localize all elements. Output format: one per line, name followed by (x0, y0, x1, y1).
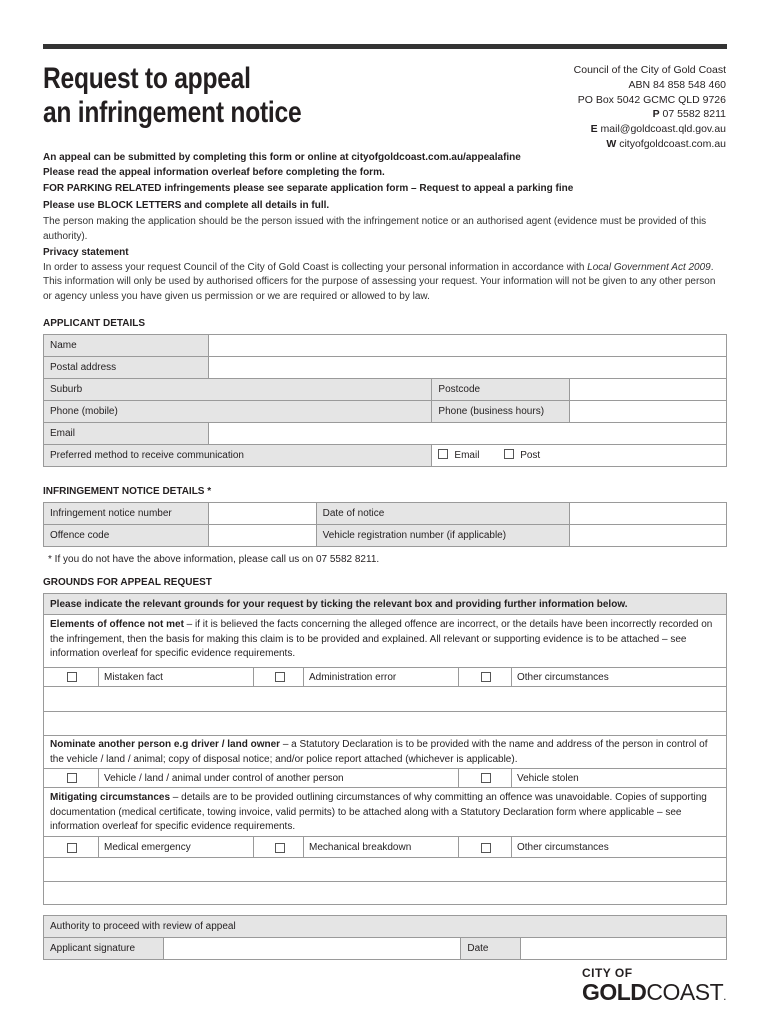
notice-number-field[interactable] (208, 503, 316, 525)
elements-options-row (43, 667, 727, 687)
table-row (44, 357, 727, 379)
vehicle-control-label: Vehicle / land / animal under control of another person (104, 773, 344, 784)
council-email: E mail@goldcoast.qld.gov.au (590, 123, 726, 136)
intro-line-1: An appeal can be submitted by completing this form or online at cityofgoldcoast.com.au/appealafine (43, 152, 521, 163)
authority-heading: Authority to proceed with review of appeal (44, 916, 727, 938)
mechanical-breakdown-label: Mechanical breakdown (309, 842, 412, 853)
table-row (44, 401, 727, 423)
logo-wordmark: GOLDCOAST. (581, 979, 726, 1005)
vehicle-rego-label: Vehicle registration number (if applicable) (316, 525, 570, 547)
table-row (44, 938, 727, 960)
table-row (44, 423, 727, 445)
preferred-method-options: Email Post (432, 445, 727, 467)
admin-error-checkbox[interactable] (275, 672, 285, 682)
privacy-heading: Privacy statement (43, 247, 129, 258)
intro-line-3: FOR PARKING RELATED infringements please see separate application form – Request to appeal a parking fine (43, 183, 574, 194)
divider (43, 711, 727, 712)
phone-business-label: Phone (business hours) (432, 401, 570, 423)
authority-table (43, 915, 727, 960)
nominate-options-row (43, 768, 727, 788)
table-row (44, 379, 727, 401)
email-checkbox[interactable] (438, 449, 448, 459)
table-row (44, 445, 727, 467)
mitigating-paragraph: Mitigating circumstances – details are to be provided outlining circumstances of why committing an offence was unavoidable. Copies of supporting documentation (medical certificate, towing invoice, valid permits) to be attached along with a Statutory Declaration form where applicable – see information overleaf for specific evidence requirements. (43, 788, 727, 836)
top-rule (43, 44, 727, 49)
phone-mobile-label: Phone (mobile) (44, 401, 432, 423)
grounds-heading: GROUNDS FOR APPEAL REQUEST (43, 577, 212, 588)
email-label: Email (44, 423, 209, 445)
vehicle-rego-field[interactable] (570, 525, 727, 547)
divider (43, 904, 727, 905)
table-row (44, 503, 727, 525)
infringement-table (43, 502, 727, 547)
council-phone: P 07 5582 8211 (652, 108, 726, 121)
other-circumstances-1-checkbox[interactable] (481, 672, 491, 682)
admin-error-label: Administration error (309, 672, 397, 683)
postal-address-label: Postal address (44, 357, 209, 379)
name-label: Name (44, 335, 209, 357)
applicant-heading: APPLICANT DETAILS (43, 318, 146, 329)
divider (43, 881, 727, 882)
privacy-text: In order to assess your request Council of the City of Gold Coast is collecting your personal information in accordance with Local Government Act 2009. This information will only be used by authorised officers for the purpose of assessing your request. Your information will not be given to any other person or agency unless you have given us permission or we are required or allowed to by law. (43, 261, 716, 302)
vehicle-stolen-label: Vehicle stolen (517, 773, 579, 784)
notice-number-label: Infringement notice number (44, 503, 209, 525)
postcode-field[interactable] (570, 379, 727, 401)
council-contact (574, 63, 726, 152)
mistaken-fact-checkbox[interactable] (67, 672, 77, 682)
intro-text (43, 151, 727, 304)
council-name: Council of the City of Gold Coast (573, 64, 726, 76)
offence-code-label: Offence code (44, 525, 209, 547)
phone-business-field[interactable] (570, 401, 727, 423)
table-row (44, 335, 727, 357)
medical-emergency-label: Medical emergency (104, 842, 191, 853)
council-po-box: PO Box 5042 GCMC QLD 9726 (577, 93, 726, 106)
signature-field[interactable] (163, 938, 460, 960)
email-link[interactable]: mail@goldcoast.qld.gov.au (600, 123, 726, 136)
table-row (44, 916, 727, 938)
council-abn: ABN 84 858 548 460 (628, 78, 726, 91)
table-row (44, 525, 727, 547)
title-line-2: an infringement notice (43, 96, 302, 129)
email-field[interactable] (208, 423, 726, 445)
preferred-method-label: Preferred method to receive communication (44, 445, 432, 467)
postal-address-field[interactable] (208, 357, 726, 379)
offence-code-field[interactable] (208, 525, 316, 547)
notice-date-label: Date of notice (316, 503, 570, 525)
city-of-gold-coast-logo (582, 966, 726, 1008)
page-title (43, 62, 301, 130)
other-circumstances-1-label: Other circumstances (517, 672, 609, 683)
logo-city-of: CITY OF (581, 966, 633, 980)
grounds-instruction: Please indicate the relevant grounds for your request by ticking the relevant box and providing further information below. (43, 593, 727, 615)
website-link[interactable]: cityofgoldcoast.com.au (619, 137, 726, 150)
name-field[interactable] (208, 335, 726, 357)
applicant-table (43, 334, 727, 467)
intro-line-4: Please use BLOCK LETTERS and complete all details in full. (43, 199, 330, 211)
intro-person-note: The person making the application should be the person issued with the infringement notice or an authorised agent (evidence must be provided of this authority). (43, 216, 707, 242)
suburb-label: Suburb (44, 379, 432, 401)
mistaken-fact-label: Mistaken fact (104, 672, 163, 683)
vehicle-stolen-checkbox[interactable] (481, 773, 491, 783)
other-circumstances-2-label: Other circumstances (517, 842, 609, 853)
title-line-1: Request to appeal (43, 62, 251, 95)
vehicle-control-checkbox[interactable] (67, 773, 77, 783)
notice-date-field[interactable] (570, 503, 727, 525)
mechanical-breakdown-checkbox[interactable] (275, 843, 285, 853)
postcode-label: Postcode (432, 379, 570, 401)
intro-line-2: Please read the appeal information overleaf before completing the form. (43, 166, 385, 178)
infringement-heading: INFRINGEMENT NOTICE DETAILS * (43, 486, 212, 497)
medical-emergency-checkbox[interactable] (67, 843, 77, 853)
date-field[interactable] (521, 938, 727, 960)
elements-paragraph: Elements of offence not met – if it is believed the facts concerning the alleged offence are incorrect, or the details have been incorrectly recorded on the infringement, then the basis for making this claim is to be provided and explained. All relevant or supporting evidence is to be attached – see information overleaf for specific evidence requirements. (43, 615, 727, 667)
nominate-paragraph: Nominate another person e.g driver / land owner – a Statutory Declaration is to be provided with the name and address of the person in control of the vehicle / land / animal; copy of disposal notice; and/or police report attached (whichever is applicable). (43, 735, 727, 768)
info-note: * If you do not have the above information, please call us on 07 5582 8211. (48, 554, 380, 565)
council-web: W cityofgoldcoast.com.au (606, 137, 726, 150)
other-circumstances-2-checkbox[interactable] (481, 843, 491, 853)
post-checkbox[interactable] (504, 449, 514, 459)
signature-label: Applicant signature (44, 938, 164, 960)
mitigating-options-row (43, 836, 727, 858)
date-label: Date (461, 938, 521, 960)
